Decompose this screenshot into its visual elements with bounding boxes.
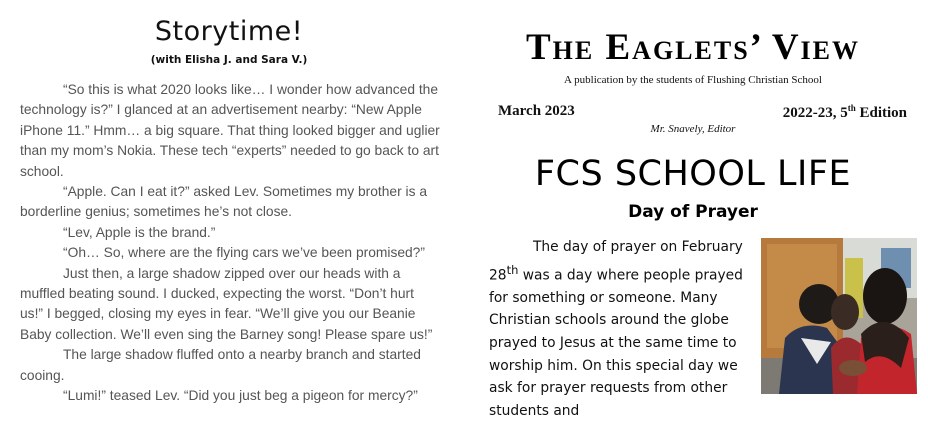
story-title: Storytime! <box>154 16 304 47</box>
issue-date: March 2023 <box>498 103 575 119</box>
story-paragraph: “Oh… So, where are the flying cars we’ve been promised?” <box>63 245 425 261</box>
story-paragraph: The large shadow fluffed onto a nearby branch and started cooing. <box>20 347 421 383</box>
article-body <box>489 236 759 422</box>
edition-sup: th <box>847 103 856 113</box>
article-text-2: was a day where people prayed for something or someone. Many Christian schools around the globe prayed to Jesus at the same time to worship him. On this special day we ask for prayer requests from other students and <box>489 267 743 419</box>
article-paragraph <box>489 236 759 422</box>
story-byline: (with Elisha J. and Sara V.) <box>150 54 308 66</box>
article-text-1: The day of prayer on February 28 <box>489 239 743 284</box>
story-paragraph: “Apple. Can I eat it?” asked Lev. Sometimes my brother is a borderline genius; sometimes he’s not close. <box>20 184 427 220</box>
newsletter-column <box>458 0 928 419</box>
edition-prefix: 2022-23, 5 <box>782 105 848 121</box>
prayer-photo-illustration <box>761 238 917 394</box>
story-body <box>20 80 440 407</box>
story-column <box>0 0 458 404</box>
issue-edition <box>783 103 907 122</box>
story-paragraph: “So this is what 2020 looks like… I wonder how advanced the technology is?” I glanced at an advertisement nearby: “New Apple iPhone 11.” Hmm… a big square. That thing looked bigger and uglier than my mom’s Nokia. These tech “experts” needed to go back to art school. <box>20 82 440 179</box>
prayer-photo <box>761 238 917 394</box>
newsletter-subtitle: A publication by the students of Flushing Christian School <box>564 74 822 86</box>
editor-credit: Mr. Snavely, Editor <box>650 123 736 135</box>
newsletter-masthead: The Eaglets’ View <box>526 27 860 68</box>
section-heading: FCS SCHOOL LIFE <box>534 154 852 194</box>
story-paragraph: Just then, a large shadow zipped over our heads with a muffled beating sound. I ducked, expecting the worst. “Don’t hurt us!” I begged, closing my eyes in fear. “We’ll give you our Beanie Baby collection. We’ll even sing the Barney song! Please spare us!” <box>20 265 433 342</box>
article-headline: Day of Prayer <box>628 202 758 222</box>
story-paragraph: “Lumi!” teased Lev. “Did you just beg a pigeon for mercy?” <box>63 388 418 404</box>
story-paragraph: “Lev, Apple is the brand.” <box>63 224 216 240</box>
edition-suffix: Edition <box>855 105 907 121</box>
article-sup: th <box>506 262 519 277</box>
